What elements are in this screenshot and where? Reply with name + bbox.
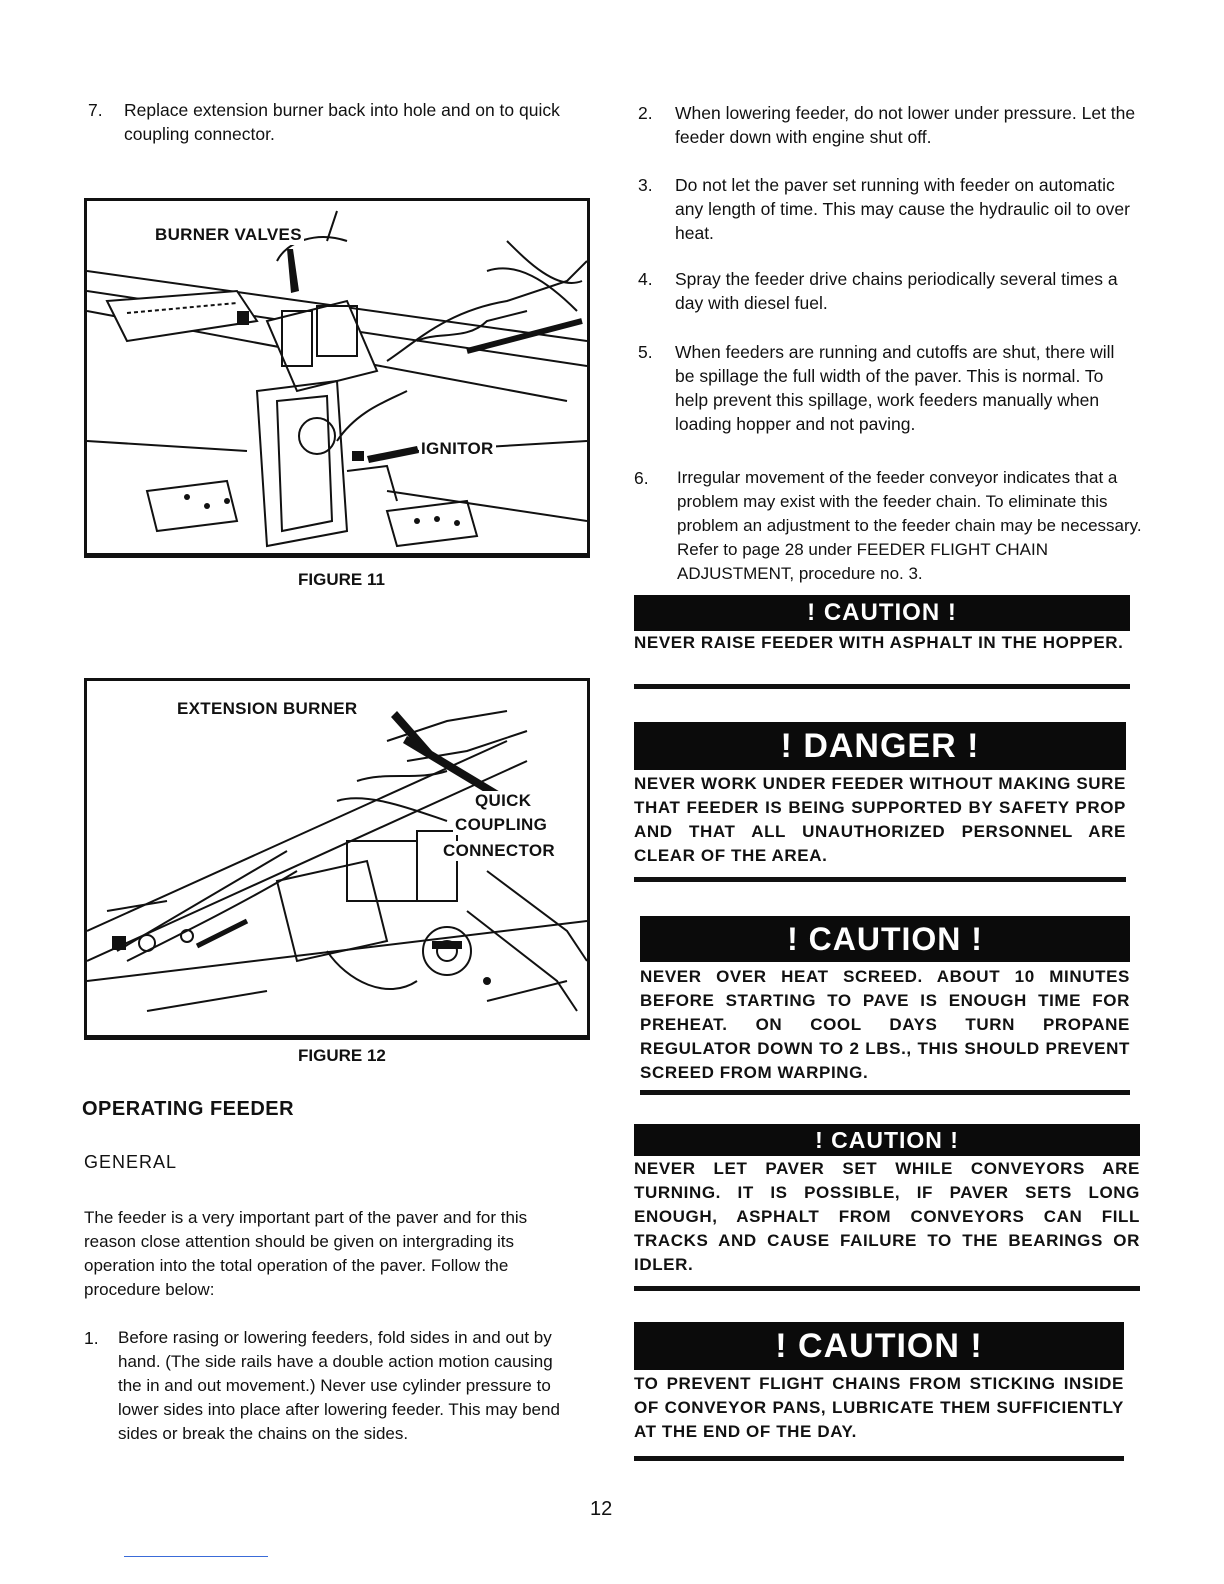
figure-11-caption: FIGURE 11 [298,570,385,589]
caution-banner: ! CAUTION ! [640,916,1130,962]
step-number: 2. [638,103,653,123]
step-number: 6. [634,468,649,488]
caution-text: TO PREVENT FLIGHT CHAINS FROM STICKING INSIDE OF CONVEYOR PANS, LUBRICATE THEM SUFFICIENTLY AT THE END OF THE DAY. [634,1374,1124,1441]
step-text: When feeders are running and cutoffs are shut, there will be spillage the full width of the paver. This is normal. To help prevent this spillage, work feeders manually when loading hopper and not paving. [675,342,1115,434]
step-5 [638,340,1138,440]
step-text: Spray the feeder drive chains periodically several times a day with diesel fuel. [675,269,1118,313]
caution-text: NEVER LET PAVER SET WHILE CONVEYORS ARE TURNING. IT IS POSSIBLE, IF PAVER SETS LONG ENOUGH, ASPHALT FROM CONVEYORS CAN FILL TRACKS AND CAUSE FAILURE TO THE BEARINGS OR IDLER. [634,1159,1140,1274]
label-coupling: COUPLING [455,815,548,834]
page-number: 12 [590,1498,613,1520]
step-3 [638,173,1138,247]
caution-text: NEVER OVER HEAT SCREED. ABOUT 10 MINUTES BEFORE STARTING TO PAVE IS ENOUGH TIME FOR PREHEAT. ON COOL DAYS TURN PROPANE REGULATOR DOWN TO 2 LBS., THIS SHOULD PREVENT SCREED FROM WARPING. [640,967,1130,1082]
divider [640,1090,1130,1095]
divider [634,1456,1124,1461]
label-ignitor: IGNITOR [421,439,494,458]
step-text: Before rasing or lowering feeders, fold sides in and out by hand. (The side rails have a double action motion causing the in and out movement.) Never use cylinder pressure to lower sides into place after lowering feeder. This may bend sides or break the chains on the sides. [118,1328,560,1443]
step-text: Irregular movement of the feeder conveyor indicates that a problem may exist with the feeder chain. To eliminate this problem an adjustment to the feeder chain may be necessary. Refer to page 28 under FEEDER FLIGHT CHAIN ADJUSTMENT, procedure no. 3. [677,468,1142,583]
caution-text: NEVER RAISE FEEDER WITH ASPHALT IN THE HOPPER. [634,633,1124,652]
burner-assembly-drawing [87,201,587,553]
figure-12-illustration [84,678,590,1040]
caution-banner: ! CAUTION ! [634,595,1130,631]
caution-banner: ! CAUTION ! [634,1124,1140,1156]
step-text: Do not let the paver set running with feeder on automatic any length of time. This may cause the hydraulic oil to over heat. [675,175,1130,243]
step-number: 1. [84,1328,99,1348]
step-6 [634,466,1148,590]
label-connector: CONNECTOR [443,841,555,860]
step-4 [638,267,1138,317]
step-number: 7. [88,100,103,120]
step-number: 4. [638,269,653,289]
step-number: 5. [638,342,653,362]
step-1 [84,1326,576,1476]
step-2 [638,101,1138,151]
danger-banner: ! DANGER ! [634,722,1126,770]
divider [634,684,1130,689]
footer-line [124,1556,268,1557]
caution-banner: ! CAUTION ! [634,1322,1124,1370]
danger-text: NEVER WORK UNDER FEEDER WITHOUT MAKING SURE THAT FEEDER IS BEING SUPPORTED BY SAFETY PROP AND THAT ALL UNAUTHORIZED PERSONNEL ARE CLEAR OF THE AREA. [634,774,1126,865]
figure-11-illustration [84,198,590,558]
label-quick: QUICK [475,791,532,810]
label-burner-valves: BURNER VALVES [155,225,302,244]
divider [634,1286,1140,1291]
step-text: When lowering feeder, do not lower under pressure. Let the feeder down with engine shut off. [675,103,1136,147]
step-text: Replace extension burner back into hole and on to quick coupling connector. [124,100,560,144]
label-extension-burner: EXTENSION BURNER [177,699,358,718]
step-7 [88,98,598,148]
divider [634,877,1126,882]
figure-12-caption: FIGURE 12 [298,1046,386,1065]
intro-paragraph: The feeder is a very important part of the paver and for this reason close attention should be given on intergrading its operation into the total operation of the paver. Follow the procedure below: [84,1208,528,1299]
section-title: OPERATING FEEDER [82,1098,295,1120]
subheading-general: GENERAL [84,1152,178,1172]
step-number: 3. [638,175,653,195]
